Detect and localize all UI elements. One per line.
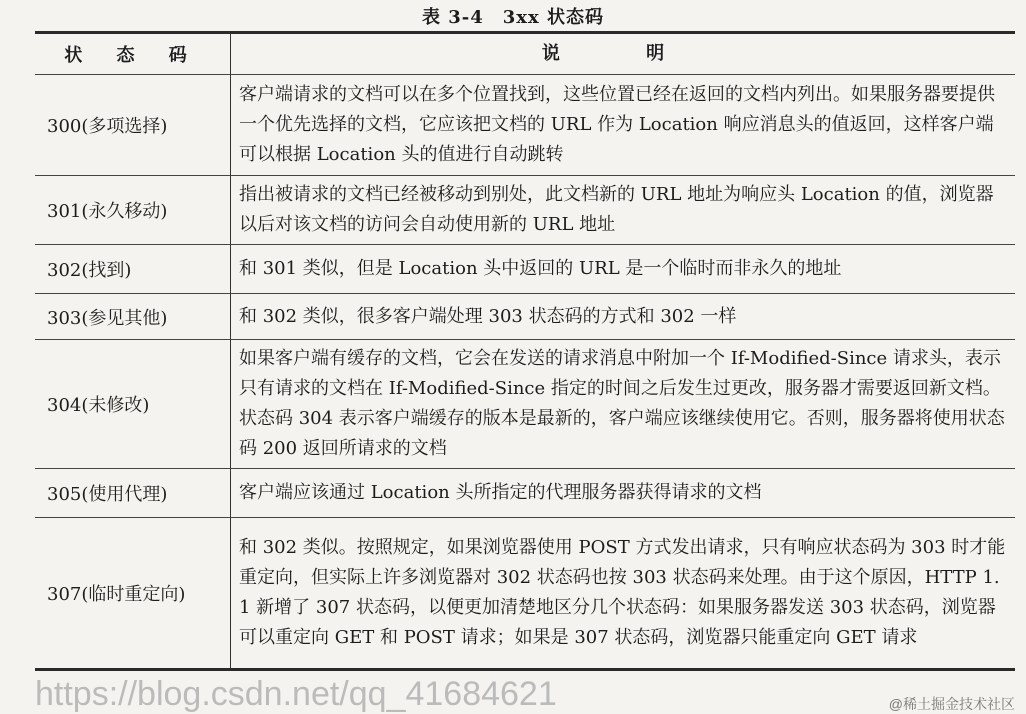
- description: 和 302 类似，很多客户端处理 303 状态码的方式和 302 一样: [239, 305, 737, 327]
- status-code: 300(多项选择): [35, 75, 231, 175]
- description: 和 301 类似，但是 Location 头中返回的 URL 是一个临时而非永久的地址: [239, 258, 842, 279]
- header-desc: 说 明: [541, 43, 705, 64]
- status-code: 304(未修改): [35, 340, 231, 468]
- status-code: 301(永久移动): [35, 176, 231, 244]
- watermark-row: [35, 671, 1015, 714]
- table-row: [35, 75, 1015, 176]
- status-code: 305(使用代理): [35, 469, 231, 517]
- status-code-table: [35, 31, 1015, 671]
- header-code: 状 态 码: [35, 34, 231, 74]
- table-row: [35, 176, 1015, 245]
- description: 和 302 类似。按照规定，如果浏览器使用 POST 方式发出请求，只有响应状态码为 303 时才能重定向，但实际上许多浏览器对 302 状态码也按 303 状态码来处理。由于这个原因，HTTP 1.1 新增了 307 状态码，以便更加清楚地区分几个状态码：如果服务器发送 303 状态码，浏览器可以重定向 GET 和 POST 请求；如果是 307 状态码，浏览器只能重定向 GET 请求: [239, 537, 1006, 648]
- status-code: 307(临时重定向): [35, 518, 231, 668]
- table-row: [35, 518, 1015, 668]
- table-row: [35, 469, 1015, 518]
- description: 客户端应该通过 Location 头所指定的代理服务器获得请求的文档: [239, 482, 762, 503]
- status-code: 302(找到): [35, 245, 231, 293]
- community-watermark: @稀土掘金技术社区: [888, 696, 1015, 712]
- description: 指出被请求的文档已经被移动到别处，此文档新的 URL 地址为响应头 Location 的值，浏览器以后对该文档的访问会自动使用新的 URL 地址: [239, 184, 994, 235]
- description: 如果客户端有缓存的文档，它会在发送的请求消息中附加一个 If-Modified-Since 请求头，表示只有请求的文档在 If-Modified-Since 指定的时间之后发生过更改，服务器才需要返回新文档。状态码 304 表示客户端缓存的版本是最新的，客户端应该继续使用它。否则，服务器将使用状态码 200 返回所请求的文档: [239, 348, 1005, 459]
- url-watermark: https://blog.csdn.net/qq_41684621: [35, 675, 557, 713]
- status-code: 303(参见其他): [35, 294, 231, 339]
- table-title: 表 3-4 3xx 状态码: [421, 7, 605, 28]
- table-row: [35, 245, 1015, 294]
- table-row: [35, 294, 1015, 340]
- description: 客户端请求的文档可以在多个位置找到，这些位置已经在返回的文档内列出。如果服务器要提供一个优先选择的文档，它应该把文档的 URL 作为 Location 响应消息头的值返回，这样客户端可以根据 Location 头的值进行自动跳转: [239, 84, 995, 165]
- table-header: [35, 34, 1015, 75]
- table-row: [35, 340, 1015, 469]
